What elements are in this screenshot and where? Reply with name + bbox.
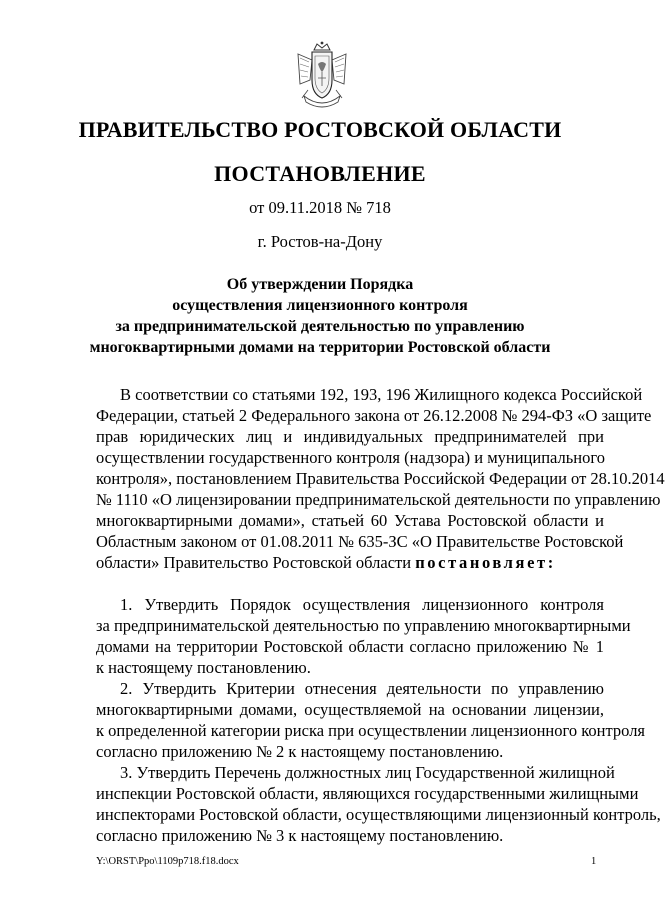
item-3-line: согласно приложению № 3 к настоящему постановлению. <box>96 826 504 845</box>
coat-of-arms-emblem <box>294 40 350 112</box>
decree-word: постановляет: <box>415 553 556 572</box>
item-1-line: к настоящему постановлению. <box>96 658 311 677</box>
preamble-last-line <box>96 552 604 573</box>
item-1-line: домами на территории Ростовской области согласно приложению № 1 <box>96 637 604 656</box>
footer-file-path: Y:\ORST\Ppo\1109p718.f18.docx <box>96 856 239 867</box>
footer-page-number: 1 <box>591 856 597 867</box>
item-2-line: согласно приложению № 2 к настоящему постановлению. <box>96 742 504 761</box>
item-2-line: к определенной категории риска при осуществлении лицензионного контроля <box>96 721 646 740</box>
preamble-line: Областным законом от 01.08.2011 № 635-ЗС «О Правительстве Ростовской <box>96 532 624 551</box>
document-city: г. Ростов-на-Дону <box>257 232 383 251</box>
item-3-line: инспекции Ростовской области, являющихся государственными жилищными <box>96 784 639 803</box>
document-title-line: за предпринимательской деятельностью по управлению <box>115 318 525 335</box>
preamble-line: В соответствии со статьями 192, 193, 196 Жилищного кодекса Российской <box>120 385 643 404</box>
item-1-line: за предпринимательской деятельностью по управлению многоквартирными <box>96 616 631 635</box>
document-title-line: многоквартирными домами на территории Ростовской области <box>89 339 551 356</box>
government-name: ПРАВИТЕЛЬСТВО РОСТОВСКОЙ ОБЛАСТИ <box>78 117 562 142</box>
item-3-line: инспекторами Ростовской области, осуществляющими лицензионный контроль, <box>96 805 661 824</box>
preamble-line: № 1110 «О лицензировании предпринимательской деятельности по управлению <box>96 490 661 509</box>
item-3-line: 3. Утвердить Перечень должностных лиц Государственной жилищной <box>120 763 615 782</box>
document-type: ПОСТАНОВЛЕНИЕ <box>214 161 426 186</box>
preamble-line: области» Правительство Ростовской области <box>96 553 412 572</box>
document-title-line: Об утверждении Порядка <box>226 276 414 293</box>
document-title-line: осуществления лицензионного контроля <box>172 297 468 314</box>
preamble-line: прав юридических лиц и индивидуальных предпринимателей при <box>96 427 604 446</box>
item-1-line: 1. Утвердить Порядок осуществления лицензионного контроля <box>120 595 604 614</box>
preamble-line: Федерации, статьей 2 Федерального закона от 26.12.2008 № 294-ФЗ «О защите <box>96 406 652 425</box>
item-2-line: многоквартирными домами, осуществляемой на основании лицензии, <box>96 700 604 719</box>
preamble-line: многоквартирными домами», статьей 60 Устава Ростовской области и <box>96 511 604 530</box>
document-date-number: от 09.11.2018 № 718 <box>249 198 391 217</box>
preamble-line: осуществлении государственного контроля (надзора) и муниципального <box>96 448 605 467</box>
item-2-line: 2. Утвердить Критерии отнесения деятельности по управлению <box>120 679 604 698</box>
preamble-line: контроля», постановлением Правительства Российской Федерации от 28.10.2014 <box>96 469 665 488</box>
